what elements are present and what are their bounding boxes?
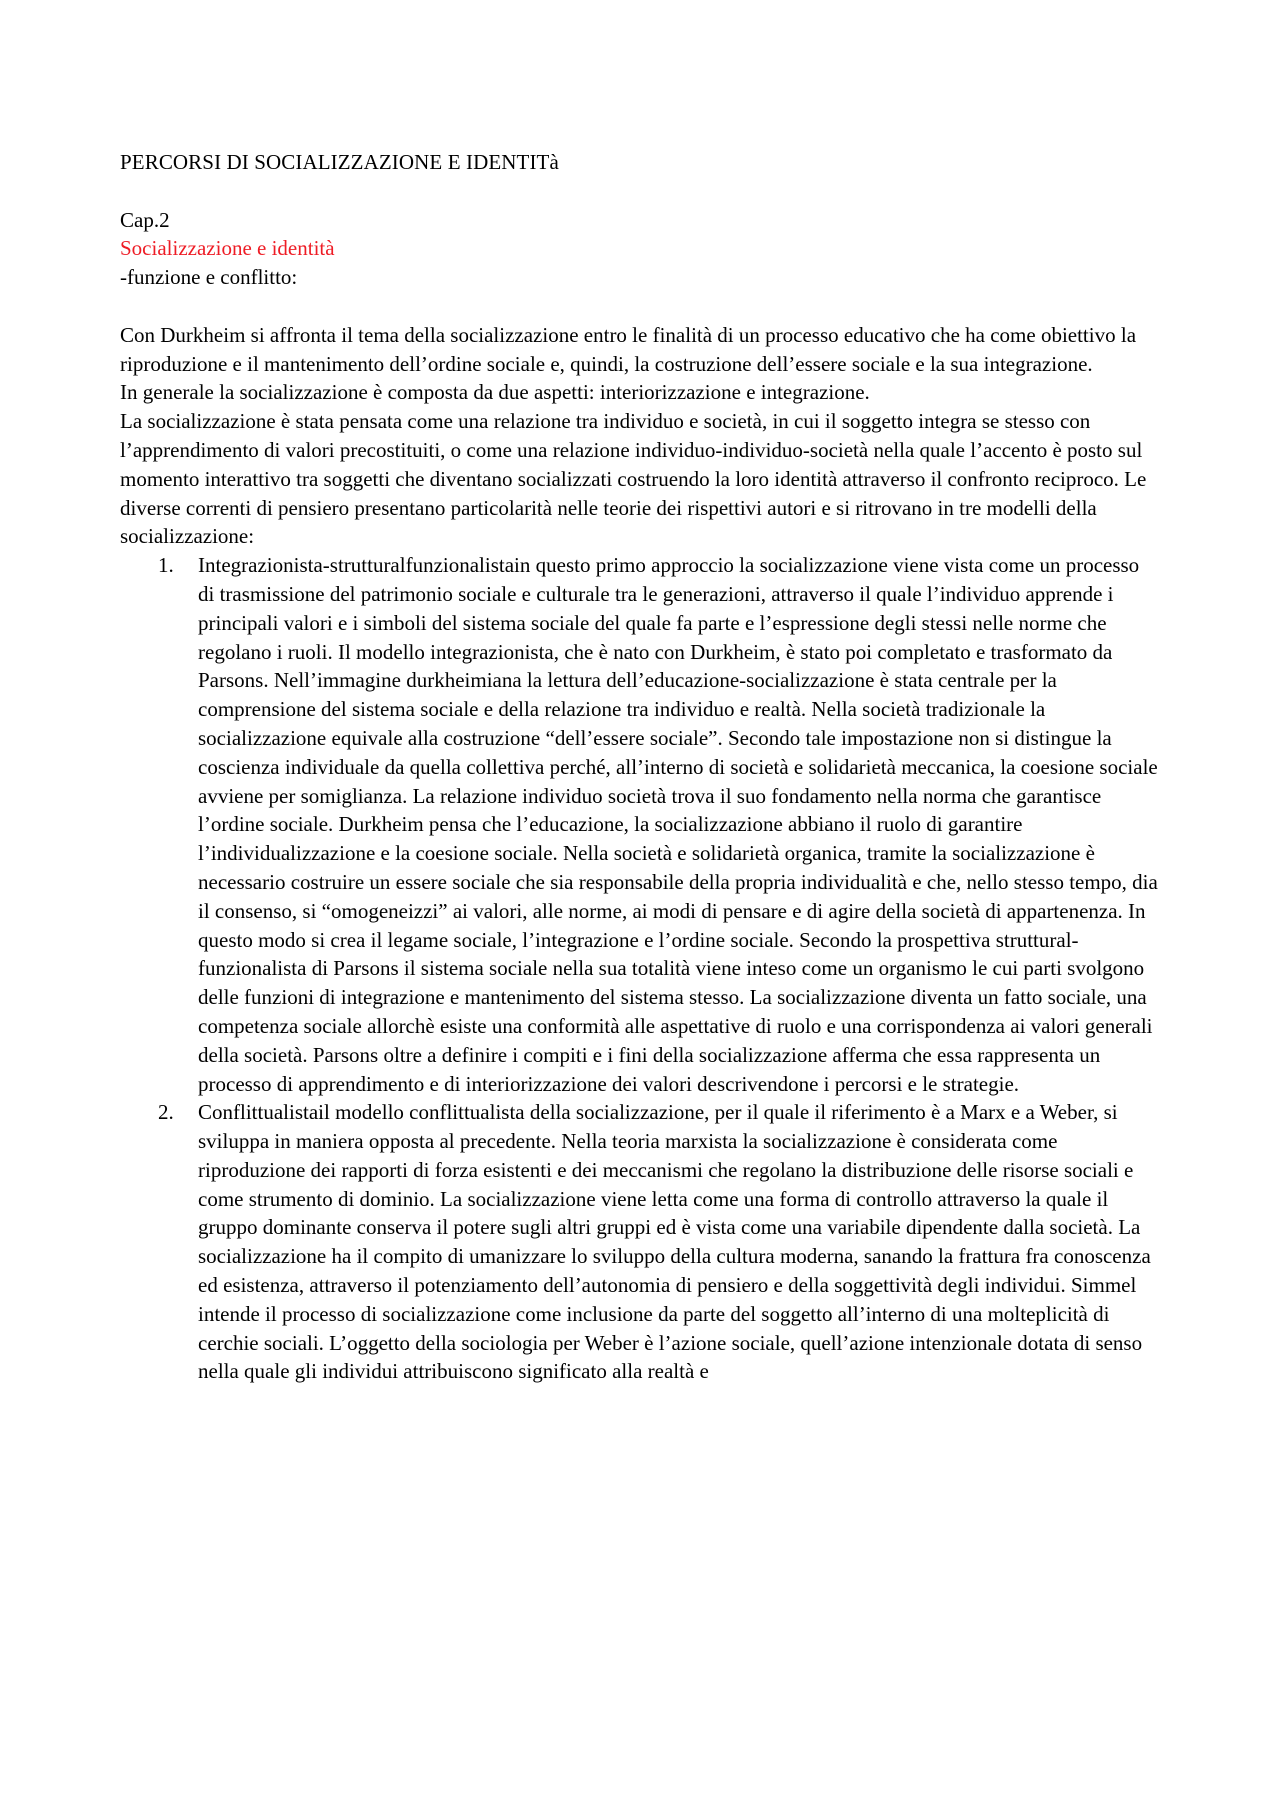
document-body xyxy=(120,148,1160,1386)
list-item-number: 1. xyxy=(158,553,174,578)
socialization-models-list xyxy=(120,551,1160,1386)
models-intro-paragraph: La socializzazione è stata pensata come una relazione tra individuo e società, in cui il soggetto integra se stesso con l’apprendimento di valori precostituiti, o come una relazione individuo-individuo-società nella quale l’accento è posto sul momento interattivo tra soggetti che diventano socializzati costruendo la loro identità attraverso il confronto reciproco. Le diverse correnti di pensiero presentano particolarità nelle teorie dei rispettivi autori e si ritrovano in tre modelli della socializzazione: xyxy=(120,409,1147,549)
list-item-text: Integrazionista-strutturalfunzionalistain questo primo approccio la socializzazione viene vista come un processo di trasmissione del patrimonio sociale e culturale tra le generazioni, attraverso il quale l’individuo apprende i principali valori e i simboli del sistema sociale del quale fa parte e l’espressione degli stessi nelle norme che regolano i ruoli. Il modello integrazionista, che è nato con Durkheim, è stato poi completato e trasformato da Parsons. Nell’immagine durkheimiana la lettura dell’educazione-socializzazione è stata centrale per la comprensione del sistema sociale e della relazione tra individuo e realtà. Nella società tradizionale la socializzazione equivale alla costruzione “dell’essere sociale”. Secondo tale impostazione non si distingue la coscienza individuale da quella collettiva perché, all’interno di società e solidarietà meccanica, la coesione sociale avviene per somiglianza. La relazione individuo società trova il suo fondamento nella norma che garantisce l’ordine sociale. Durkheim pensa che l’educazione, la socializzazione abbiano il ruolo di garantire l’individualizzazione e la coesione sociale. Nella società e solidarietà organica, tramite la socializzazione è necessario costruire un essere sociale che sia responsabile della propria individualità e che, nello stesso tempo, dia il consenso, si “omogeneizzi” ai valori, alle norme, ai modi di pensare e di agire della società di appartenenza. In questo modo si crea il legame sociale, l’integrazione e l’ordine sociale. Secondo la prospettiva struttural-funzionalista di Parsons il sistema sociale nella sua totalità viene inteso come un organismo le cui parti svolgono delle funzioni di integrazione e mantenimento del sistema stesso. La socializzazione diventa un fatto sociale, una competenza sociale allorchè esiste una conformità alle aspettative di ruolo e una corrispondenza ai valori generali della società. Parsons oltre a definire i compiti e i fini della socializzazione afferma che essa rappresenta un processo di apprendimento e di interiorizzazione dei valori descrivendone i percorsi e le strategie. xyxy=(198,553,1158,1096)
list-item-number: 2. xyxy=(158,1100,174,1125)
intro-paragraph: Con Durkheim si affronta il tema della socializzazione entro le finalità di un processo educativo che ha come obiettivo la riproduzione e il mantenimento dell’ordine sociale e, quindi, la costruzione dell’essere sociale e la sua integrazione. xyxy=(120,322,1137,376)
aspects-paragraph: In generale la socializzazione è composta da due aspetti: interiorizzazione e integrazione. xyxy=(120,380,870,405)
blank-line xyxy=(120,292,1160,321)
section-heading: Socializzazione e identità xyxy=(120,236,335,261)
blank-line xyxy=(120,177,1160,206)
list-item-conflittualista xyxy=(120,1098,1160,1386)
list-item-integrazionista xyxy=(120,551,1160,1098)
document-title: PERCORSI DI SOCIALIZZAZIONE E IDENTITà xyxy=(120,150,559,174)
chapter-label: Cap.2 xyxy=(120,207,170,232)
subheading: -funzione e conflitto: xyxy=(120,265,298,290)
list-item-text: Conflittualistail modello conflittualista della socializzazione, per il quale il riferimento è a Marx e a Weber, si sviluppa in maniera opposta al precedente. Nella teoria marxista la socializzazione è considerata come riproduzione dei rapporti di forza esistenti e dei meccanismi che regolano la distribuzione delle risorse sociali e come strumento di dominio. La socializzazione viene letta come una forma di controllo attraverso la quale il gruppo dominante conserva il potere sugli altri gruppi ed è vista come una variabile dipendente dalla società. La socializzazione ha il compito di umanizzare lo sviluppo della cultura moderna, sanando la frattura fra conoscenza ed esistenza, attraverso il potenziamento dell’autonomia di pensiero e della soggettività degli individui. Simmel intende il processo di socializzazione come inclusione da parte del soggetto all’interno di una molteplicità di cerchie sociali. L’oggetto della sociologia per Weber è l’azione sociale, quell’azione intenzionale dotata di senso nella quale gli individui attribuiscono significato alla realtà e xyxy=(198,1100,1151,1384)
